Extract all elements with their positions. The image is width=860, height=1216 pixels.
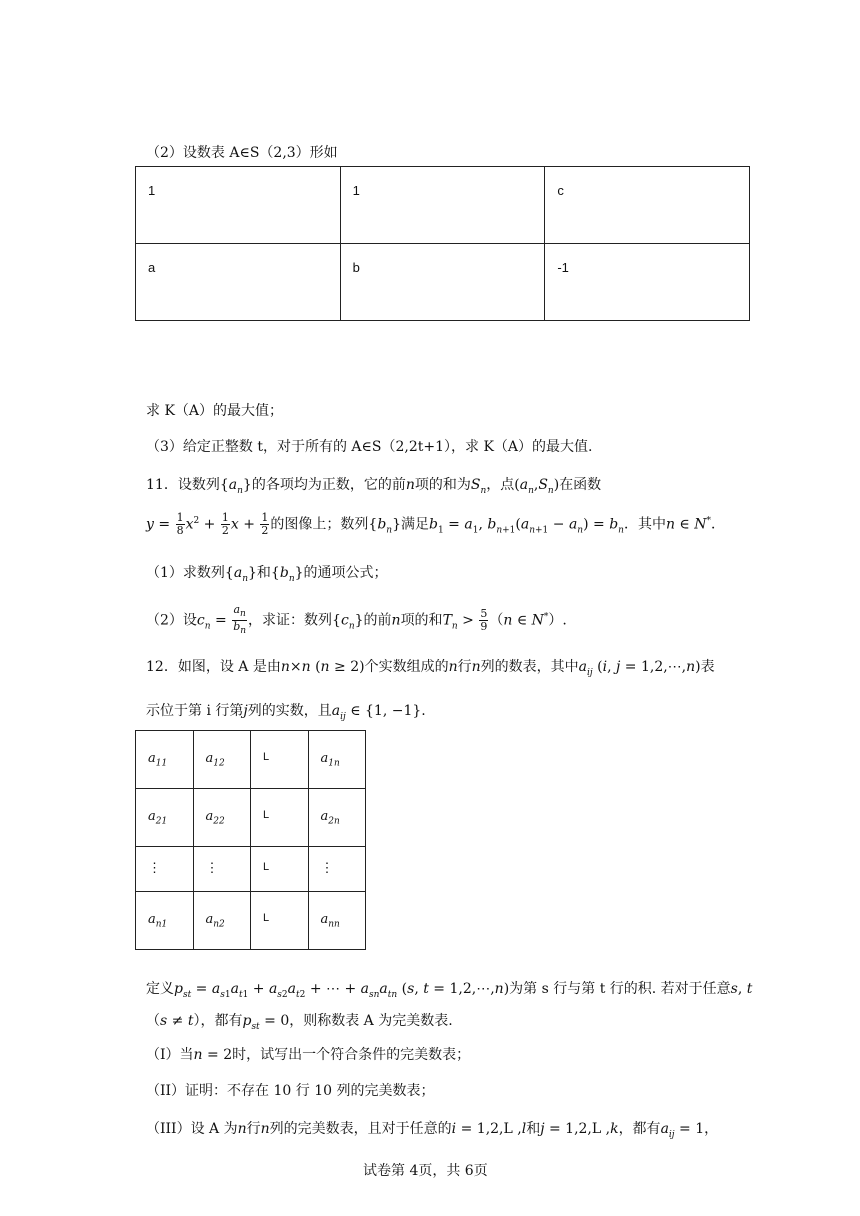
page-footer: 试卷第 4页，共 6页 bbox=[363, 1163, 488, 1179]
table-row bbox=[136, 789, 366, 847]
table-row bbox=[136, 244, 750, 321]
q12-definition-cont: （s ≠ t），都有$p_{st} = 0$，则称数表 A 为完美数表. bbox=[146, 1013, 453, 1032]
table-cell: ⋮ bbox=[308, 847, 366, 892]
table-cell: L bbox=[251, 789, 309, 847]
q11-part2: （2）设$c_n$ = $\frac{a_n}{b_n}$ ，求证：数列$\{c_n\}$的前n项的和$T_n$ > $\frac{5}{9}$ （n ∈ N*）. bbox=[146, 603, 567, 637]
q12-matrix-table bbox=[135, 730, 366, 950]
q12-part1: （I）当n = 2时，试写出一个符合条件的完美数表； bbox=[146, 1047, 471, 1063]
table-cell: $a_{2n}$ bbox=[308, 789, 366, 847]
table-cell: 1 bbox=[340, 167, 545, 244]
table-cell: b bbox=[340, 244, 545, 321]
q12-part3: （III）设 A 为n行n列的完美数表，且对于任意的i = 1,2,L ,l和j = 1,2,L ,k，都有$a_{ij} = 1$， bbox=[146, 1121, 719, 1140]
q12-line2: 示位于第 i 行第j列的实数，且$a_{ij}$ ∈ {1, −1}. bbox=[146, 703, 426, 722]
table-row bbox=[136, 731, 366, 789]
table-cell: 1 bbox=[136, 167, 341, 244]
table-cell: $a_{nn}$ bbox=[308, 892, 366, 950]
table-cell: a bbox=[136, 244, 341, 321]
q12-line1: 12．如图，设 A 是由n×n (n ≥ 2)个实数组成的n行n列的数表，其中$a_{ij}$ (i, j = 1,2,⋯,n)表 bbox=[146, 659, 715, 678]
q10-table bbox=[135, 166, 750, 321]
table-row bbox=[136, 847, 366, 892]
table-cell: ⋮ bbox=[136, 847, 194, 892]
table-cell: L bbox=[251, 731, 309, 789]
table-cell: L bbox=[251, 892, 309, 950]
table-cell: c bbox=[545, 167, 750, 244]
q10-part3: （3）给定正整数 t，对于所有的 A∈S（2,2t+1），求 K（A）的最大值. bbox=[146, 439, 593, 455]
table-cell: $a_{11}$ bbox=[136, 731, 194, 789]
table-cell: $a_{21}$ bbox=[136, 789, 194, 847]
table-cell: $a_{n2}$ bbox=[193, 892, 251, 950]
q12-definition: 定义$p_{st} = a_{s1}a_{t1} + a_{s2}a_{t2}$ + ⋯ + $a_{sn}a_{tn}$ (s, t = 1,2,⋯,n)为第 s 行与第 t 行的积. 若对于任意s, t bbox=[146, 981, 753, 1000]
q11-line2: y = $\frac{1}{8}$ $x^2$ + $\frac{1}{2}$ x + $\frac{1}{2}$ 的图像上；数列$\{b_n\}$满足$b_1 = a_1$, $b_{n+1}(a_{n+1} - a_n) = b_n$．其中n ∈ N*． bbox=[146, 511, 725, 537]
table-cell: $a_{n1}$ bbox=[136, 892, 194, 950]
q11-line1: 11．设数列$\{a_n\}$的各项均为正数，它的前n项的和为$S_n$，点$(a_n,S_n)$在函数 bbox=[146, 477, 602, 496]
table-cell: $a_{12}$ bbox=[193, 731, 251, 789]
table-row bbox=[136, 892, 366, 950]
table-cell: ⋮ bbox=[193, 847, 251, 892]
table-cell: L bbox=[251, 847, 309, 892]
q10-part2-ask: 求 K（A）的最大值； bbox=[146, 403, 284, 419]
table-cell: $a_{1n}$ bbox=[308, 731, 366, 789]
table-row bbox=[136, 167, 750, 244]
q10-part2-intro: （2）设数表 A∈S（2,3）形如 bbox=[146, 145, 338, 161]
table-cell: $a_{22}$ bbox=[193, 789, 251, 847]
q12-part2: （II）证明：不存在 10 行 10 列的完美数表； bbox=[146, 1083, 435, 1099]
q11-part1: （1）求数列$\{a_n\}$和$\{b_n\}$的通项公式； bbox=[146, 565, 388, 584]
table-cell: -1 bbox=[545, 244, 750, 321]
